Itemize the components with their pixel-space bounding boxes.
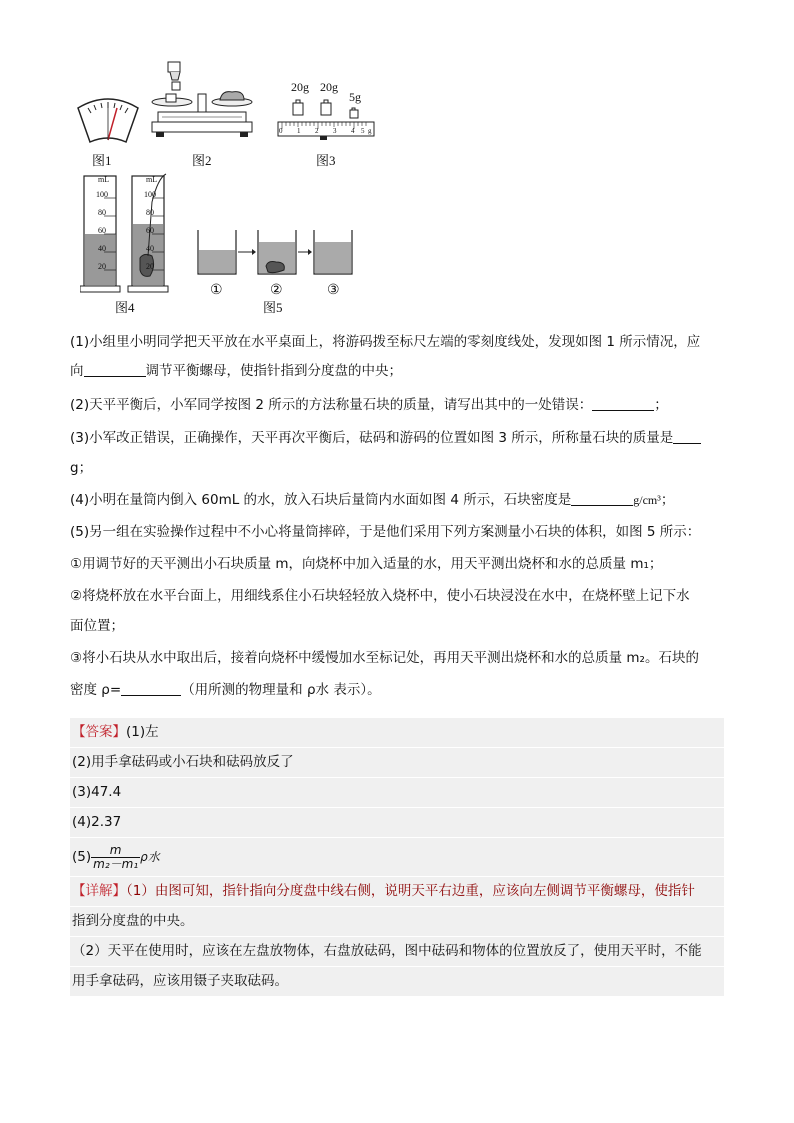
fraction-numerator: m xyxy=(91,844,140,858)
question-4-text: (4)小明在量筒内倒入 60mL 的水，放入石块后量筒内水面如图 4 所示，石块密度是 xyxy=(70,492,572,508)
figure-5-beakers xyxy=(194,226,356,278)
cylinder-unit: mL xyxy=(146,175,158,184)
question-1-line-2 xyxy=(70,360,730,382)
answer-blank-4[interactable] xyxy=(571,491,633,506)
answer-row-1 xyxy=(70,718,724,748)
answer-row-3: (3)47.4 xyxy=(70,778,724,808)
figure-1-dial xyxy=(74,94,142,146)
ruler-tick: 1 xyxy=(297,127,301,135)
weight-label: 5g xyxy=(349,90,361,104)
cylinder-tick: 100 xyxy=(144,190,156,199)
answer-row-4: (4)2.37 xyxy=(70,808,724,838)
ruler-tick: g xyxy=(368,127,372,135)
beaker-label: ① xyxy=(210,283,223,298)
weight-label: 20g xyxy=(320,80,338,94)
cylinder-tick: 60 xyxy=(146,226,154,235)
figure-3-caption: 图3 xyxy=(316,153,336,168)
question-2-text: (2)天平平衡后，小军同学按图 2 所示的方法称量石块的质量，请写出其中的一处错误： xyxy=(70,397,593,413)
figure-1-caption: 图1 xyxy=(92,153,112,168)
cylinder-tick: 60 xyxy=(98,226,106,235)
answer-blank-1[interactable] xyxy=(84,362,146,377)
answer-block xyxy=(70,718,724,997)
ruler-tick: 5 xyxy=(361,127,365,135)
ruler-tick: 4 xyxy=(351,127,355,135)
density-unit: g/cm³ xyxy=(633,493,661,507)
rho-water: ρ水 xyxy=(140,850,160,864)
question-3-line-1 xyxy=(70,427,730,449)
detail-row-2: 指到分度盘的中央。 xyxy=(70,907,724,937)
cylinder-tick: 80 xyxy=(98,208,106,217)
question-4 xyxy=(70,489,730,511)
beaker-label: ② xyxy=(270,283,283,298)
answer-blank-5[interactable] xyxy=(121,681,181,696)
question-1-prefix: 向 xyxy=(70,363,84,379)
question-4-suffix: ； xyxy=(660,492,675,508)
step-3-line-1: ③将小石块从水中取出后，接着向烧杯中缓慢加水至标记处，再用天平测出烧杯和水的总质量 m₂。石块的 xyxy=(70,650,699,666)
fraction-denominator: m₂－m₁ xyxy=(93,856,139,871)
weight-label: 20g xyxy=(291,80,309,94)
cylinder-tick: 20 xyxy=(98,262,106,271)
question-3-line-2: g； xyxy=(70,460,93,476)
figure-5-caption: 图5 xyxy=(263,300,283,315)
cylinder-tick: 40 xyxy=(146,244,154,253)
answer-1: (1)左 xyxy=(126,724,159,740)
cylinder-unit: mL xyxy=(98,175,110,184)
question-3-text: (3)小军改正错误，正确操作，天平再次平衡后，砝码和游码的位置如图 3 所示，所称量石块的质量是 xyxy=(70,430,674,446)
answer-blank-3[interactable] xyxy=(673,429,701,444)
figure-2-caption: 图2 xyxy=(192,153,212,168)
question-1-line-1: (1)小组里小明同学把天平放在水平桌面上，将游码拨至标尺左端的零刻度线处，发现如图 1 所示情况，应 xyxy=(70,334,701,350)
step-3-suffix: （用所测的物理量和 ρ水 表示）。 xyxy=(181,682,381,698)
answer-5-label: (5) xyxy=(72,849,92,865)
detail-row-1 xyxy=(70,877,724,907)
step-2-line-2: 面位置； xyxy=(70,618,124,634)
ruler-tick: 0 xyxy=(279,127,283,135)
question-2-suffix: ； xyxy=(654,397,668,413)
ruler-tick: 3 xyxy=(333,127,337,135)
ruler-tick: 2 xyxy=(315,127,319,135)
answer-blank-2[interactable] xyxy=(592,396,654,411)
question-5: (5)另一组在实验操作过程中不小心将量筒摔碎，于是他们采用下列方案测量小石块的体积，如图 5 所示： xyxy=(70,524,701,540)
cylinder-tick: 20 xyxy=(146,262,154,271)
detail-row-4: 用手拿砝码，应该用镊子夹取砝码。 xyxy=(70,967,724,997)
beaker-label: ③ xyxy=(327,283,340,298)
cylinder-tick: 100 xyxy=(96,190,108,199)
density-fraction xyxy=(91,844,140,871)
figure-3-weights-scale xyxy=(276,96,376,146)
step-2-line-1: ②将烧杯放在水平台面上，用细线系住小石块轻轻放入烧杯中，使小石块浸没在水中，在烧杯壁上记下水 xyxy=(70,588,690,604)
step-1: ①用调节好的天平测出小石块质量 m，向烧杯中加入适量的水，用天平测出烧杯和水的总质量 m₁； xyxy=(70,556,663,572)
cylinder-tick: 40 xyxy=(98,244,106,253)
step-3-line-2 xyxy=(70,679,730,701)
figure-2-balance xyxy=(148,58,258,146)
question-2 xyxy=(70,394,730,416)
detail-1-line-1: （1）由图可知，指针指向分度盘中线右侧，说明天平右边重，应该向左侧调节平衡螺母，使指针 xyxy=(126,883,695,899)
density-formula-label: 密度 ρ= xyxy=(70,682,122,698)
answer-row-5 xyxy=(70,838,724,877)
detail-row-3: （2）天平在使用时，应该在左盘放物体，右盘放砝码，图中砝码和物体的位置放反了，使用天平时，不能 xyxy=(70,937,724,967)
detail-tag: 【详解】 xyxy=(72,883,126,899)
answer-tag: 【答案】 xyxy=(72,724,126,740)
figure-4-caption: 图4 xyxy=(115,300,135,315)
cylinder-tick: 80 xyxy=(146,208,154,217)
answer-row-2: (2)用手拿砝码或小石块和砝码放反了 xyxy=(70,748,724,778)
question-1-suffix: 调节平衡螺母，使指针指到分度盘的中央； xyxy=(145,363,402,379)
figure-4-cylinders xyxy=(80,172,172,294)
